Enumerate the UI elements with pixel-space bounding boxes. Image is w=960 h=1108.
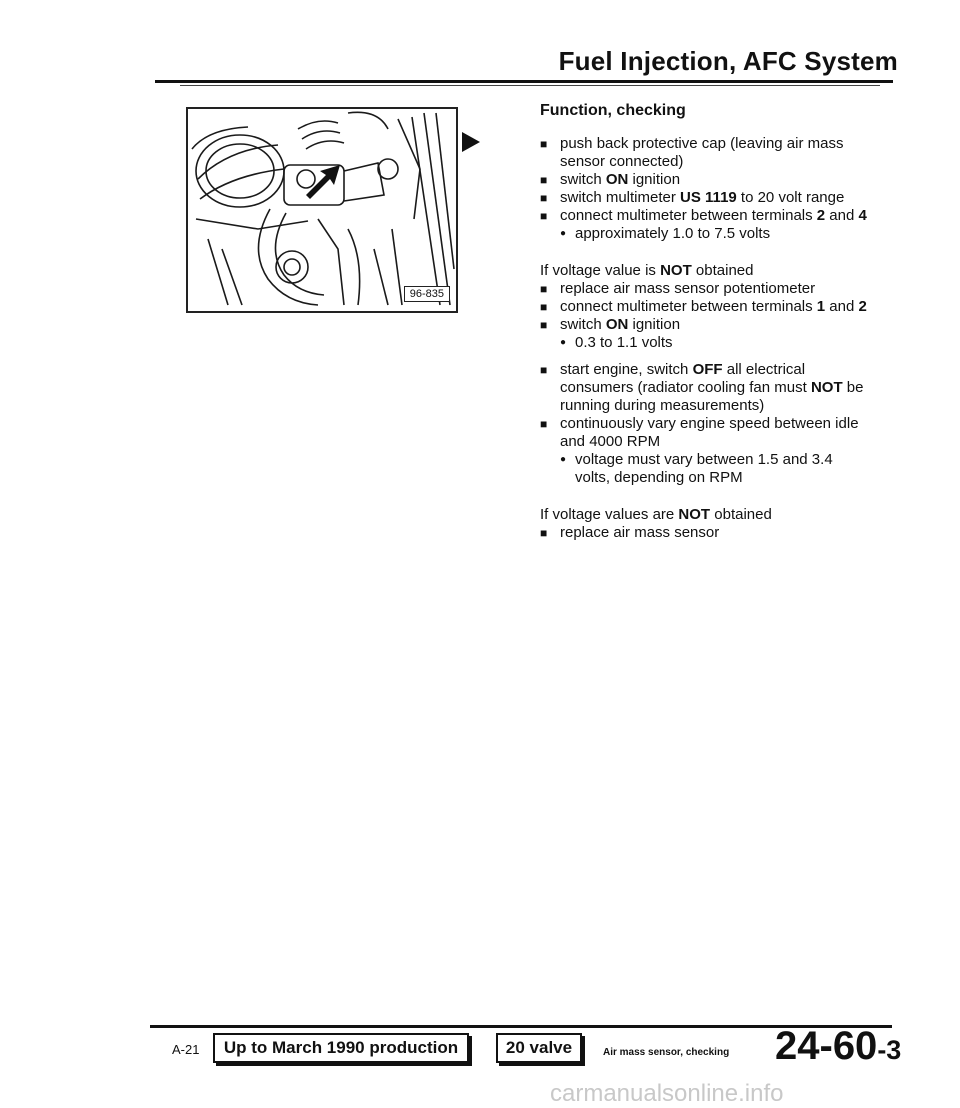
instruction-block-4	[540, 506, 870, 542]
engine-variant-label: 20 valve	[496, 1033, 582, 1063]
step: ■ switch multimeter US 1119 to 20 volt range	[540, 189, 845, 206]
instructions	[540, 102, 870, 542]
condition-line: If voltage values are NOT obtained	[540, 506, 772, 523]
instruction-block-1	[540, 135, 870, 243]
square-bullet-icon: ■	[540, 191, 548, 205]
dot-bullet-icon: ●	[560, 454, 567, 465]
square-bullet-icon: ■	[540, 417, 548, 431]
engine-drawing	[188, 109, 456, 311]
step: ■ replace air mass sensor potentiometer	[540, 280, 816, 297]
square-bullet-icon: ■	[540, 173, 548, 187]
condition-line: If voltage value is NOT obtained	[540, 262, 754, 279]
header-rule-thin	[180, 85, 880, 86]
step: ■ continuously vary engine speed between idle and 4000 RPM	[540, 415, 859, 450]
step: ■ connect multimeter between terminals 2 and 4	[540, 207, 867, 224]
page-number: 24-60-3	[775, 1024, 902, 1068]
square-bullet-icon: ■	[540, 300, 548, 314]
step: ■ switch ON ignition	[540, 171, 681, 188]
square-bullet-icon: ■	[540, 363, 548, 377]
sub-step: ● voltage must vary between 1.5 and 3.4 volts, depending on RPM	[560, 451, 833, 486]
square-bullet-icon: ■	[540, 318, 548, 332]
production-range-label: Up to March 1990 production	[213, 1033, 469, 1063]
footer-caption: Air mass sensor, checking	[603, 1047, 730, 1058]
figure-reference: 96-835	[404, 286, 450, 302]
engine-illustration	[186, 107, 458, 313]
pointer-arrow-icon	[460, 130, 482, 154]
page-title: Fuel Injection, AFC System	[558, 46, 898, 76]
section-title: Function, checking	[540, 102, 686, 119]
page-reference: A-21	[172, 1042, 200, 1057]
dot-bullet-icon: ●	[560, 337, 567, 348]
watermark: carmanualsonline.info	[550, 1080, 784, 1107]
step: ■ replace air mass sensor	[540, 524, 720, 541]
instruction-block-2	[540, 262, 870, 352]
sub-step: ● 0.3 to 1.1 volts	[560, 334, 673, 351]
header-rule	[155, 80, 893, 83]
square-bullet-icon: ■	[540, 137, 548, 151]
square-bullet-icon: ■	[540, 526, 548, 540]
sub-step: ● approximately 1.0 to 7.5 volts	[560, 225, 771, 242]
step: ■ switch ON ignition	[540, 316, 681, 333]
step: ■ push back protective cap (leaving air mass sensor connected)	[540, 135, 844, 170]
instruction-block-3	[540, 361, 870, 487]
dot-bullet-icon: ●	[560, 228, 567, 239]
square-bullet-icon: ■	[540, 209, 548, 223]
step: ■ start engine, switch OFF all electrical consumers (radiator cooling fan must NOT be running during measurements)	[540, 361, 864, 414]
step: ■ connect multimeter between terminals 1 and 2	[540, 298, 867, 315]
square-bullet-icon: ■	[540, 282, 548, 296]
